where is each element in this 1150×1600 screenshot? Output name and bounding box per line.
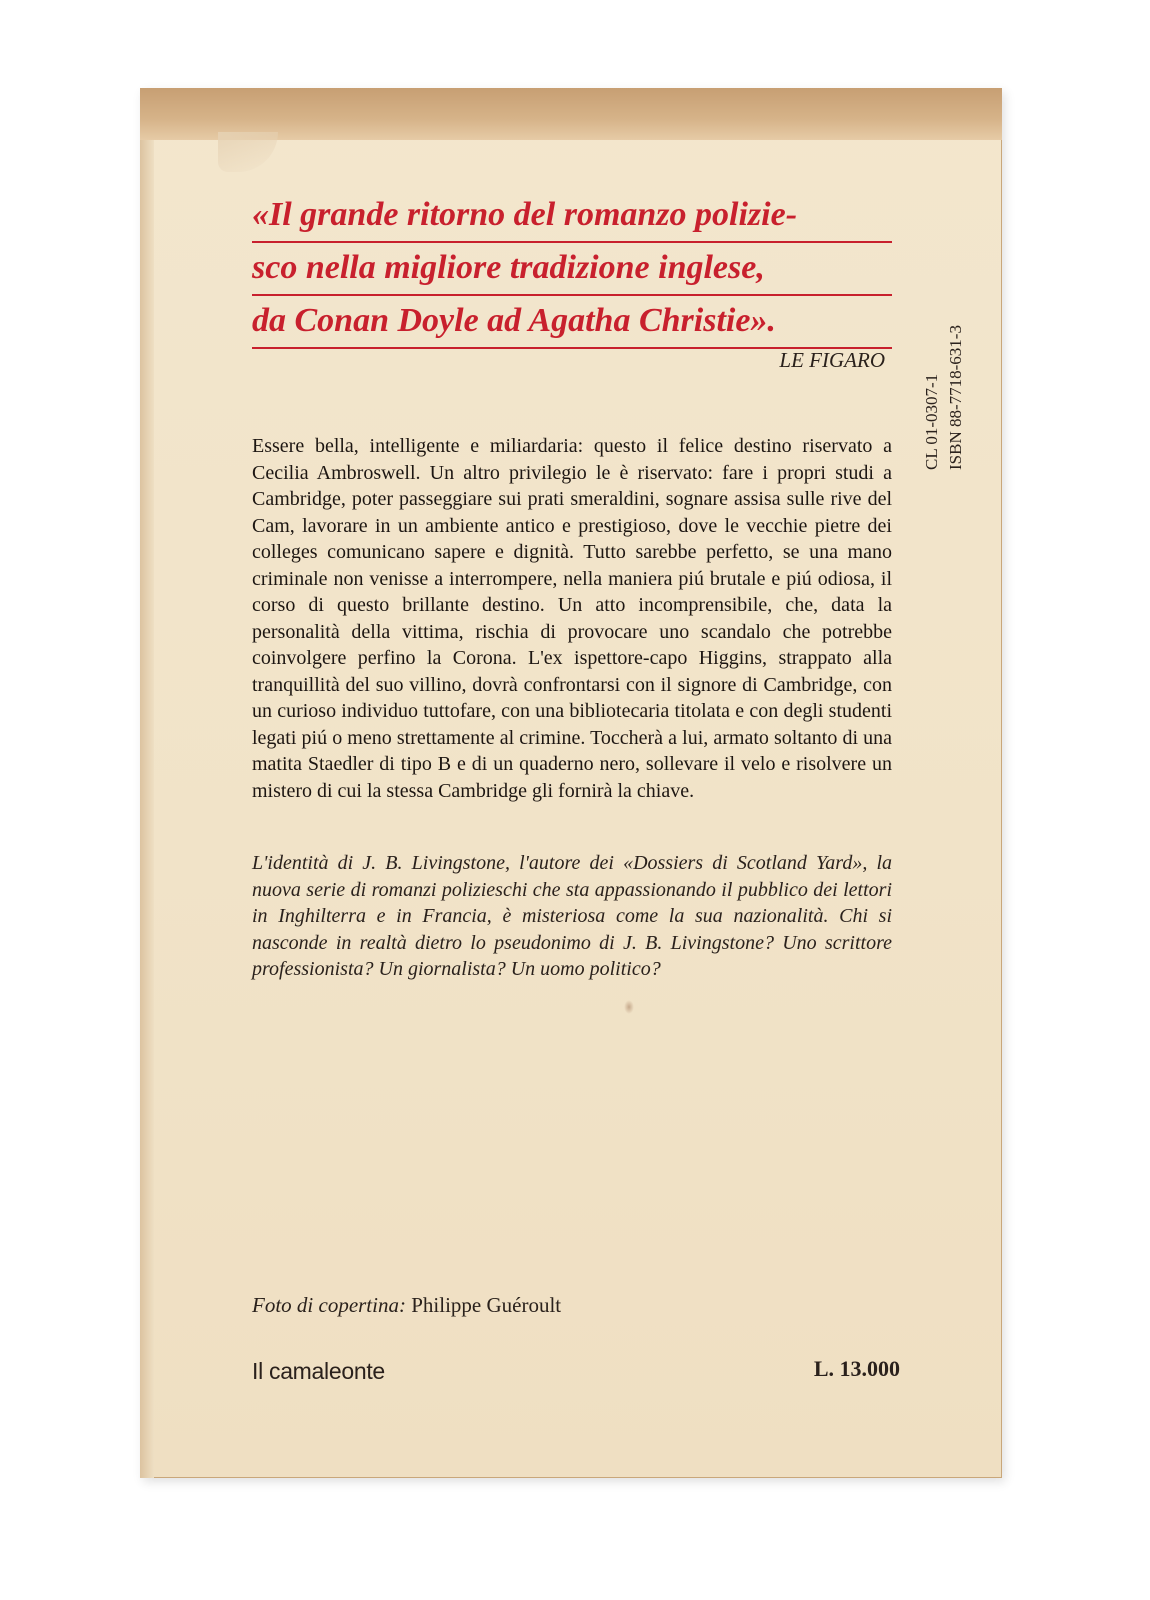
photo-credit-name: Philippe Guéroult xyxy=(411,1293,562,1317)
cl-code: CL 01-0307-1 xyxy=(922,373,941,470)
quote-line: «Il grande ritorno del romanzo polizie- xyxy=(252,190,892,243)
isbn-code: ISBN 88-7718-631-3 xyxy=(946,325,965,470)
photo-credit xyxy=(252,1293,561,1318)
photo-credit-label: Foto di copertina: xyxy=(252,1293,406,1317)
author-note: L'identità di J. B. Livingstone, l'autore dei «Dossiers di Scotland Yard», la nuova serie di romanzi polizieschi che sta appassionando il pubblico dei lettori in Inghilterra e in Francia, è misteriosa come la sua nazionalità. Chi si nasconde in realtà dietro lo pseudonimo di J. B. Livingstone? Uno scrittore professionista? Un giornalista? Un uomo politico? xyxy=(252,852,892,980)
publisher-logo: Il camaleonte xyxy=(252,1358,385,1384)
book-left-edge xyxy=(140,140,154,1478)
paper-dent xyxy=(624,1000,634,1014)
price: L. 13.000 xyxy=(813,1356,900,1381)
quote-line: da Conan Doyle ad Agatha Christie». xyxy=(252,296,892,349)
press-quote xyxy=(252,190,892,349)
corner-crease xyxy=(218,132,278,172)
isbn-block xyxy=(920,180,980,470)
book-back-cover xyxy=(140,88,1002,1478)
quote-source: LE FIGARO xyxy=(779,348,885,372)
quote-line: sco nella migliore tradizione inglese, xyxy=(252,243,892,296)
book-blurb: Essere bella, intelligente e miliardaria: questo il felice destino riservato a Cecilia Ambroswell. Un altro privilegio le è riservato: fare i propri studi a Cambridge, poter passeggiare sui prati smeraldini, sognare assisa sulle rive del Cam, lavorare in un ambiente antico e prestigioso, dove le vecchie pietre dei colleges comunicano sapere e dignità. Tutto sarebbe perfetto, se una mano criminale non venisse a interrompere, nella maniera piú brutale e piú odiosa, il corso di questo brillante destino. Un atto incomprensibile, che, data la personalità della vittima, rischia di provocare uno scandalo che potrebbe coinvolgere perfino la Corona. L'ex ispettore-capo Higgins, strappato alla tranquillità del suo villino, dovrà confrontarsi con il signore di Cambridge, con un curioso individuo tuttofare, con una bibliotecaria titolata e con degli studenti legati piú o meno strettamente al crimine. Toccherà a lui, armato soltanto di una matita Staedler di tipo B e di un quaderno nero, sollevare il velo e risolvere un mistero di cui la stessa Cambridge gli fornirà la chiave. xyxy=(252,435,892,802)
